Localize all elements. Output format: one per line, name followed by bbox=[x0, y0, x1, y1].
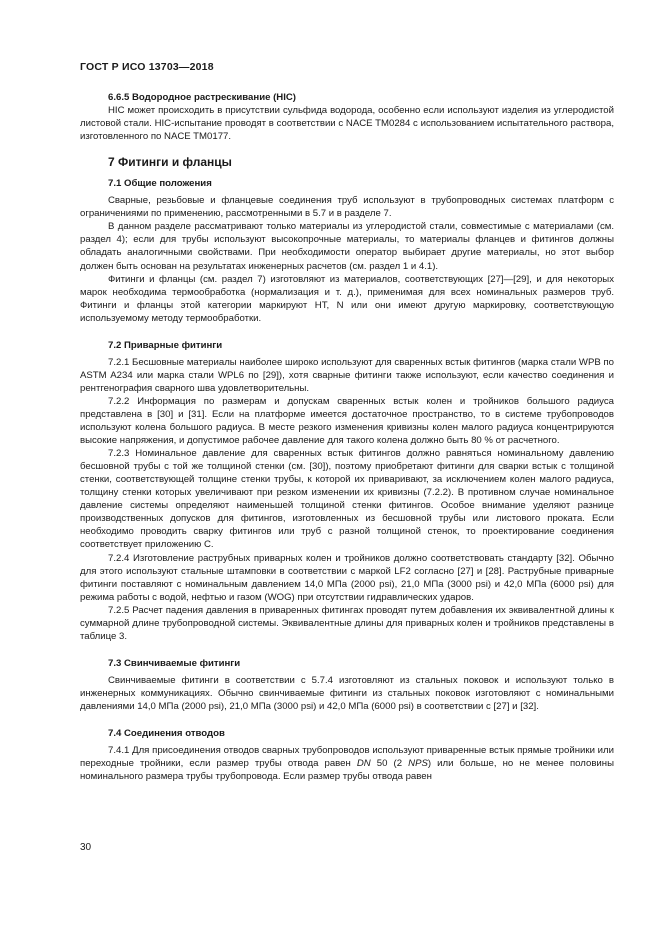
paragraph: 7.2.2 Информация по размерам и допускам сваренных встык колен и тройников большого радиуса представлена в [30] и [31]. Если на платформе имеется достаточное пространство, то в системе трубопроводов используют колена большого радиуса. В месте резкого изменения кривизны колен малого радиуса концентрируются высокие напряжения, и допустимое рабочее давление для такого колена должно быть 80 % от расчетного. bbox=[80, 395, 614, 447]
paragraph: В данном разделе рассматривают только материалы из углеродистой стали, совместимые с материалами (см. раздел 4); если для трубы используют высокопрочные материалы, то материалы фланцев и фитингов должны обладать аналогичными свойствами. При необходимости оператор выбирает другие материалы, но этот выбор должен быть основан на результатах инженерных расчетов (см. раздел 1 и 4.1). bbox=[80, 221, 614, 272]
section-heading-7-4: 7.4 Соединения отводов bbox=[108, 728, 225, 740]
paragraph: Сварные, резьбовые и фланцевые соединения труб используют в трубопроводных системах платформ с ограничениями по применению, рассмотренными в 5.7 и в разделе 7. bbox=[80, 195, 614, 220]
paragraph: Фитинги и фланцы (см. раздел 7) изготовляют из материалов, соответствующих [27]—[29], и для некоторых марок необходима термообработка (нормализация и т. д.), применимая для всех номинальных размеров труб. Фитинги и фланцы этой категории маркируют HT, N или они имеют другую маркировку, соответствующую используемому методу термообработки. bbox=[80, 273, 614, 324]
paragraph: 7.2.1 Бесшовные материалы наиболее широко используют для сваренных встык фитингов (марка стали WPB по ASTM A234 или марка стали WPL6 по [29]), хотя сварные фитинги также используют, если качество соединения и рентгенография сварного шва удовлетворительны. bbox=[80, 356, 614, 394]
page-number: 30 bbox=[80, 842, 92, 853]
section-heading-7-1: 7.1 Общие положения bbox=[108, 178, 212, 190]
paragraph: 7.2.5 Расчет падения давления в приваренных фитингах проводят путем добавления их эквивалентной длины к суммарной длине трубопроводной системы. Эквивалентные длины для приварных колен и тройников представлены в таблице 3. bbox=[80, 604, 614, 642]
section-heading-7-2: 7.2 Приварные фитинги bbox=[108, 339, 223, 351]
section-heading-7: 7 Фитинги и фланцы bbox=[108, 155, 232, 170]
page-body bbox=[80, 91, 614, 783]
paragraph: 7.2.4 Изготовление раструбных приварных колен и тройников должно соответствовать стандарту [32]. Обычно для этого используют стальные штамповки в соответствии с маркой LF2 согласно [27] и [28]. Раструбные приварные фитинги поставляют с номинальным давлением 14,0 МПа (2000 psi), 21,0 МПа (3000 psi) и 42,0 МПа (6000 psi) для режима работы с водой, нефтью и газом (WOG) при отсутствии гидравлических ударов. bbox=[80, 552, 614, 603]
document-header: ГОСТ Р ИСО 13703—2018 bbox=[80, 61, 214, 73]
paragraph: Свинчиваемые фитинги в соответствии с 5.7.4 изготовляют из стальных поковок и используют только в инженерных коммуникациях. Обычно свинчиваемые фитинги из стальных поковок изготовляют с номинальными давлениями 14,0 МПа (2000 psi), 21,0 МПа (3000 psi) и 42,0 МПа (6000 psi) в соответствии с [27] и [32]. bbox=[80, 674, 614, 712]
paragraph: HIC может происходить в присутствии сульфида водорода, особенно если используют изделия из углеродистой листовой стали. HIC-испытание проводят в соответствии с NACE TM0284 с использованием испытательного раствора, изготовленного по NACE TM0177. bbox=[80, 105, 614, 143]
paragraph: 7.2.3 Номинальное давление для сваренных встык фитингов должно равняться номинальному давлению бесшовной трубы с той же толщиной стенки (см. [30]), поэтому приобретают фитинги для сварки встык с толщиной стенки, соответствующей толщине стенки трубы, к которой их приваривают, за исключением колен малого радиуса, толщину стенки которых увеличивают при резком изменении их кривизны (7.2.2). В противном случае номинальное давление системы определяют наименьшей толщиной стенки фитингов. Особое внимание уделяют разнице производственных допусков для фитингов, изготовленных из бесшовной трубы или листового проката. Если необходимо проводить сварку фитингов или труб с разной толщиной стенок, то проектирование соединения соответствует приложению С. bbox=[80, 448, 614, 551]
paragraph: 7.4.1 Для присоединения отводов сварных трубопроводов используют приваренные встык прямые тройники или переходные тройники, если размер трубы отвода равен DN 50 (2 NPS) или больше, но не менее половины номинального размера трубы трубопровода. Если размер трубы отвода равен bbox=[80, 745, 614, 783]
nps-symbol: NPS bbox=[408, 758, 428, 770]
dn-symbol: DN bbox=[356, 758, 371, 770]
section-heading-7-3: 7.3 Свинчиваемые фитинги bbox=[108, 657, 241, 669]
section-heading-6-6-5: 6.6.5 Водородное растрескивание (HIC) bbox=[108, 92, 297, 103]
